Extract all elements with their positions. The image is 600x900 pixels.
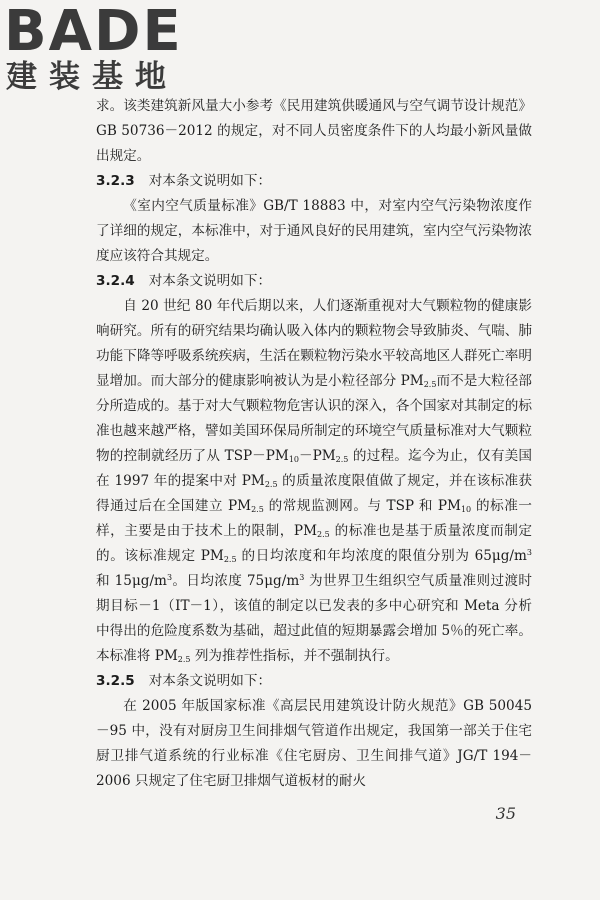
logo-wordmark: BADE — [4, 0, 183, 64]
document-body — [96, 94, 532, 794]
logo-subtitle: 建装基地 — [6, 59, 178, 95]
section-title: 对本条文说明如下： — [148, 673, 272, 689]
section-number: 3.2.3 — [96, 173, 135, 189]
page-number: 35 — [495, 804, 516, 823]
section-title: 对本条文说明如下： — [148, 273, 272, 289]
section-heading-3-2-4 — [96, 269, 532, 294]
paragraph-continuation: 求。该类建筑新风量大小参考《民用建筑供暖通风与空气调节设计规范》GB 50736－2012 的规定，对不同人员密度条件下的人均最小新风量做出规定。 — [96, 98, 532, 164]
section-heading-3-2-5 — [96, 669, 532, 694]
brand-logo — [4, 0, 184, 100]
section-number: 3.2.4 — [96, 273, 135, 289]
section-heading-3-2-3 — [96, 169, 532, 194]
paragraph-3-2-4: 自 20 世纪 80 年代后期以来，人们逐渐重视对大气颗粒物的健康影响研究。所有的研究结果均确认吸入体内的颗粒物会导致肺炎、气喘、肺功能下降等呼吸系统疾病，生活在颗粒物污染水平较高地区人群死亡率明显增加。而大部分的健康影响被认为是小粒径部分 $PM_{2.5}$而不是大粒径部分所造成的。基于对大气颗粒物危害认识的深入，各个国家对其制定的标准也越来越严格，譬如美国环保局所制定的环境空气质量标准对大气颗粒物的控制就经历了从 $TSP-PM_{10}-PM_{2.5}$ 的过程。迄今为止，仅有美国在 1997 年的提案中对 $PM_{2.5}$ 的质量浓度限值做了规定，并在该标准获得通过后在全国建立 $PM_{2.5}$ 的常规监测网。与 TSP 和 $PM_{10}$ 的标准一样，主要是由于技术上的限制，$PM_{2.5}$ 的标准也是基于质量浓度而制定的。该标准规定 $PM_{2.5}$ 的日均浓度和年均浓度的限值分别为 $65\mu g/m^3$ 和 $15\mu g/m^3$。日均浓度 $75\mu g/m^3$ 为世界卫生组织空气质量准则过渡时期目标－1（IT－1），该值的制定以已发表的多中心研究和 Meta 分析中得出的危险度系数为基础，超过此值的短期暴露会增加 5％的死亡率。本标准将 $PM_{2.5}$ 列为推荐性指标，并不强制执行。 — [96, 298, 532, 664]
section-number: 3.2.5 — [96, 673, 135, 689]
section-title: 对本条文说明如下： — [148, 173, 272, 189]
paragraph-3-2-3: 《室内空气质量标准》GB/T 18883 中，对室内空气污染物浓度作了详细的规定，本标准中，对于通风良好的民用建筑，室内空气污染物浓度应该符合其规定。 — [96, 198, 532, 264]
paragraph-3-2-5: 在 2005 年版国家标准《高层民用建筑设计防火规范》GB 50045－95 中，没有对厨房卫生间排烟气管道作出规定，我国第一部关于住宅厨卫排气道系统的行业标准《住宅厨房、卫生间排气道》JG/T 194－2006 只规定了住宅厨卫排烟气道板材的耐火 — [96, 698, 532, 789]
